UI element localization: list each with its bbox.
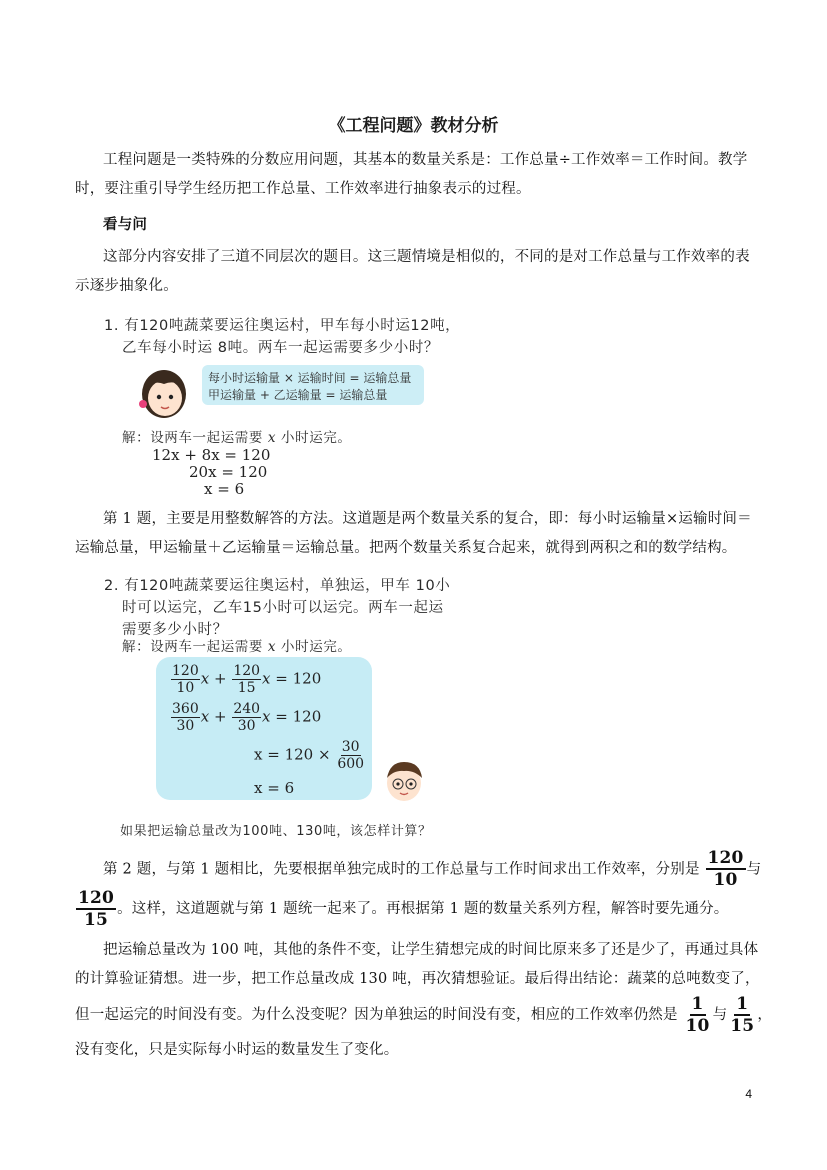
solution-text-end: 小时运完。	[281, 639, 352, 655]
problem-2-line-3: 需要多少小时？	[122, 622, 228, 638]
section-heading-text: 看与问	[103, 217, 148, 233]
problem-2-equation-1: $\frac{120}{10}$ x + $\frac{120}{15}$ x = 120	[172, 663, 322, 696]
fraction-1-15: $\frac{1}{15}$	[730, 993, 755, 1036]
hint-line-2: 甲运输量 + 乙运输量 = 运输总量	[208, 388, 388, 402]
textbook-problem-2-image	[100, 572, 460, 842]
intro-line-1: 工程问题是一类特殊的分数应用问题，其基本的数量关系是：工作总量÷工作效率＝工作时间。教学	[103, 152, 748, 168]
and-text: 与	[746, 861, 762, 878]
fraction: $\frac{30}{600}$	[337, 739, 365, 772]
problem-1-solution	[122, 426, 352, 446]
analysis-2-line-2	[75, 888, 753, 930]
fraction: $\frac{240}{30}$	[233, 701, 261, 734]
solution-text: 解：设两车一起运需要	[122, 430, 263, 446]
problem-1-equation-3: x = 6	[204, 480, 245, 498]
textbook-problem-1-image	[100, 312, 460, 497]
analysis-2-text-rest: 。这样，这道题就与第 1 题统一起来了。再根据第 1 题的数量关系列方程，解答时要先通分。	[117, 901, 729, 917]
comma-text: ，	[757, 1007, 773, 1023]
section-intro-line-1: 这部分内容安排了三道不同层次的题目。这三题情境是相似的，不同的是对工作总量与工作效率的表	[103, 249, 750, 265]
solution-variable: x	[267, 430, 277, 446]
problem-1-equation-1: 12x + 8x = 120	[152, 446, 271, 464]
analysis-3-line-4: 没有变化，只是实际每小时运的数量发生了变化。	[75, 1042, 399, 1058]
problem-2-equation-2: $\frac{360}{30}$ x + $\frac{240}{30}$ x = 120	[172, 701, 322, 734]
problem-2-question: 如果把运输总量改为100吨、130吨，该怎样计算？	[120, 824, 432, 839]
equation-box	[156, 657, 372, 800]
analysis-3-line-3	[75, 993, 773, 1036]
analysis-3-line-1: 把运输总量改为 100 吨，其他的条件不变，让学生猜想完成的时间比原来多了还是少了，再通过具体	[103, 942, 759, 958]
analysis-2-text: 第 2 题，与第 1 题相比，先要根据单独完成时的工作总量与工作时间求出工作效率，分别是	[103, 861, 700, 878]
analysis-3-line-2: 的计算验证猜想。进一步，把工作总量改成 130 吨，再次猜想验证。最后得出结论：蔬菜的总吨数变了，	[75, 971, 760, 987]
and-text: 与	[712, 1007, 728, 1023]
analysis-3-text: 但一起运完的时间没有变。为什么没变呢？因为单独运的时间没有变，相应的工作效率仍然是	[75, 1007, 678, 1023]
fraction: $\frac{120}{15}$	[233, 663, 261, 696]
problem-2-solution	[122, 635, 352, 655]
boy-avatar-icon	[382, 758, 426, 804]
fraction: $\frac{360}{30}$	[172, 701, 199, 734]
problem-2-equation-4: x = 6	[254, 779, 295, 797]
problem-2-line-1: 2. 有120吨蔬菜要运往奥运村，单独运，甲车 10小	[104, 578, 451, 594]
section-heading	[75, 211, 753, 240]
fraction-120-15: $\frac{120}{15}$	[78, 887, 115, 930]
intro-paragraph	[75, 146, 753, 204]
girl-avatar-icon	[134, 362, 194, 422]
problem-2-equation-3: x = 120 × $\frac{30}{600}$	[254, 739, 365, 772]
analysis-3-paragraph	[75, 936, 773, 1065]
hint-bubble	[202, 365, 424, 405]
solution-text-end: 小时运完。	[281, 430, 352, 446]
analysis-1-paragraph	[75, 505, 753, 563]
analysis-2-paragraph	[75, 848, 762, 930]
analysis-2-line-1	[75, 848, 762, 890]
problem-1-line-2: 乙车每小时运 8吨。两车一起运需要多少小时？	[122, 340, 440, 356]
page-title: 《工程问题》教材分析	[328, 116, 499, 136]
problem-2-line-2: 时可以运完，乙车15小时可以运完。两车一起运	[122, 600, 444, 616]
fraction: $\frac{120}{10}$	[172, 663, 199, 696]
section-intro-paragraph	[75, 243, 753, 301]
solution-text: 解：设两车一起运需要	[122, 639, 263, 655]
intro-line-2: 时，要注重引导学生经历把工作总量、工作效率进行抽象表示的过程。	[75, 181, 531, 197]
fraction-1-10: $\frac{1}{10}$	[685, 993, 710, 1036]
analysis-1-line-2: 运输总量，甲运输量＋乙运输量＝运输总量。把两个数量关系复合起来，就得到两积之和的数学结构。	[75, 540, 737, 556]
problem-1-equation-2: 20x = 120	[189, 463, 268, 481]
section-intro-line-2: 示逐步抽象化。	[75, 278, 178, 294]
hint-line-1: 每小时运输量 × 运输时间 = 运输总量	[208, 371, 412, 385]
analysis-1-line-1: 第 1 题，主要是用整数解答的方法。这道题是两个数量关系的复合，即：每小时运输量×运输时间＝	[103, 511, 752, 527]
problem-1-line-1: 1. 有120吨蔬菜要运往奥运村，甲车每小时运12吨，	[104, 318, 461, 334]
fraction-120-10: $\frac{120}{10}$	[707, 848, 744, 890]
page-number: 4	[745, 1087, 752, 1101]
solution-variable: x	[267, 639, 277, 655]
